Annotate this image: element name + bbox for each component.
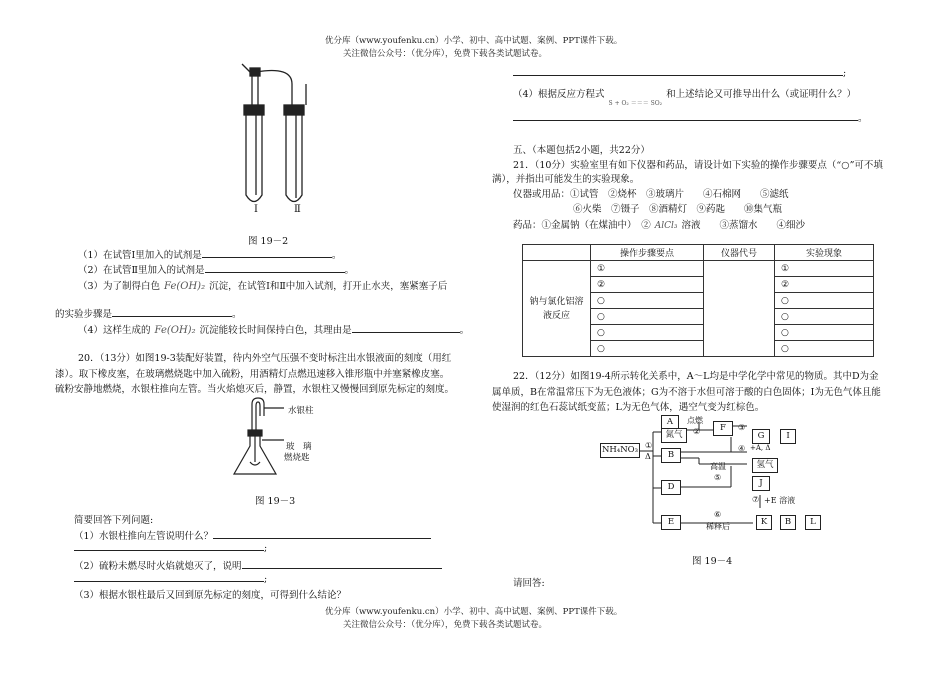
reagent-list: 药品：①金属钠（在煤油中） ② AlCl₃ 溶液 ③蒸馏水 ④细沙 (513, 220, 806, 231)
flow-node-nitrogen: 氮气 (661, 428, 687, 443)
phenomenon-cell: ○ (775, 341, 874, 357)
question-19-4: （4）这样生成的 Fe(OH)₂ 沉淀能较长时间保持白色，其理由是 。 (78, 325, 470, 336)
flow-label-7: ⑦ (752, 495, 760, 504)
flow-label-6: ⑥ (714, 510, 722, 519)
phenomenon-cell: ○ (775, 309, 874, 325)
answer-line-2: 。 (513, 110, 868, 124)
flow-label-diluted: 稀释后 (706, 522, 730, 531)
flow-label-ignite: 点燃 (687, 416, 703, 425)
glass-label: 玻 璃 (286, 442, 312, 452)
flow-node-b: B (661, 448, 681, 463)
phenomenon-cell: ○ (775, 293, 874, 309)
question-19-3-cont: 的实验步骤是 。 (55, 309, 242, 320)
flow-node-l: L (805, 515, 821, 530)
step-cell: ○ (591, 341, 704, 357)
flow-label-a-delta: +A, Δ (750, 444, 771, 452)
step-cell: ○ (591, 293, 704, 309)
test-tube-apparatus-figure (232, 60, 322, 220)
instrument-list-1: 仪器或用品：①试管 ②烧杯 ③玻璃片 ④石棉网 ⑤滤纸 (513, 189, 789, 200)
flow-label-e-solution: +E 溶液 (764, 496, 796, 505)
flow-label-4: ④ (738, 444, 746, 453)
table-row-label: 钠与氯化铝溶液反应 (523, 261, 591, 357)
step-cell: ○ (591, 309, 704, 325)
figure-19-4-caption: 图 19－4 (692, 556, 733, 567)
table-header-steps: 操作步骤要点 (591, 245, 704, 261)
answer-line-top: ; (513, 66, 846, 79)
footer-line-1: 优分库（www.youfenku.cn）小学、初中、高中试题、案例、PPT课件下载。 (325, 607, 623, 617)
table-header-instruments: 仪器代号 (704, 245, 775, 261)
flow-node-nh4no3: NH₄NO₃ (600, 443, 640, 458)
question-20-1-line: ; (74, 541, 267, 554)
table-header-empty (523, 245, 591, 261)
question-20-1: （1）水银柱推向左管说明什么？ (74, 528, 431, 542)
flow-node-g: G (752, 429, 770, 444)
tube-label-1: Ⅰ (254, 204, 258, 215)
question-20-3: （3）根据水银柱最后又回到原先标定的刻度，可得到什么结论？ (74, 590, 347, 601)
spoon-label: 燃烧匙 (284, 453, 310, 463)
flow-node-e: E (661, 515, 681, 530)
flow-node-i: I (780, 429, 796, 444)
question-20-line-1: 20．（13分）如图19-3装配好装置，待内外空气压强不变时标注出水银液面的刻度（用红 (78, 353, 452, 364)
flow-label-5: ⑤ (714, 473, 722, 482)
phenomenon-cell: ○ (775, 325, 874, 341)
flow-node-k: K (756, 515, 772, 530)
question-22-line-1: 22．（12分）如图19-4所示转化关系中，A～L均是中学化学中常见的物质。其中D为金 (513, 371, 879, 382)
question-19-3: （3）为了制得白色 Fe(OH)₂ 沉淀，在试管Ⅰ和Ⅱ中加入试剂，打开止水夹，塞紧塞子后 (78, 281, 448, 292)
question-20-intro: 简要回答下列问题: (74, 515, 154, 526)
flow-node-d: D (661, 480, 681, 495)
flow-node-b2: B (780, 515, 796, 530)
question-21-line-1: 21．（10分）实验室里有如下仪器和药品，请设计如下实验的操作步骤要点（“○”可不填 (513, 160, 883, 171)
tube-label-2: Ⅱ (294, 204, 301, 215)
flow-node-j: J (752, 476, 770, 491)
instrument-list-2: ⑥火柴 ⑦镊子 ⑧酒精灯 ⑨药匙 ⑩集气瓶 (573, 204, 783, 215)
table-header-phenomena: 实验现象 (775, 245, 874, 261)
question-20-line-2: 漆）。取下橡皮塞，在玻璃燃烧匙中加入硫粉，用酒精灯点燃迅速移入锥形瓶中并塞紧橡皮塞。 (55, 369, 450, 380)
flow-label-2: ② (693, 427, 701, 436)
fe-oh2-formula: Fe(OH)₂ (164, 281, 206, 292)
flow-label-delta: Δ (645, 452, 651, 461)
flow-label-high-temp: 高温 (710, 462, 726, 471)
flow-node-a: A (661, 415, 679, 430)
section-5-title: 五、（本题包括2小题，共22分） (513, 145, 650, 156)
flow-node-f: F (713, 421, 733, 436)
phenomenon-cell: ① (775, 261, 874, 277)
header-line-1: 优分库（www.youfenku.cn）小学、初中、高中试题、案例、PPT课件下载。 (325, 36, 623, 46)
question-20-2-line: ; (74, 572, 267, 585)
alcl3-formula: AlCl₃ (654, 221, 678, 231)
fe-oh2-formula-2: Fe(OH)₂ (154, 325, 196, 336)
flow-label-1: ① (645, 441, 653, 450)
question-22-line-3: 使湿润的红色石蕊试纸变蓝；L为无色气体，遇空气变为红棕色。 (492, 402, 765, 413)
question-21-line-2: 满），并指出可能发生的实验现象。 (492, 174, 640, 185)
s-o2-equation: S + O₂ ＝＝＝ SO₂ (608, 100, 663, 107)
experiment-table (522, 244, 874, 357)
question-19-2: （2）在试管Ⅱ里加入的试剂是 。 (78, 265, 355, 276)
header-line-2: 关注微信公众号：（优分库），免费下载各类试题试卷。 (343, 49, 548, 59)
answer-prompt: 请回答: (513, 578, 545, 589)
question-19-1: （1）在试管Ⅰ里加入的试剂是 。 (78, 250, 342, 261)
step-cell: ② (591, 277, 704, 293)
footer-line-2: 关注微信公众号：（优分库），免费下载各类试题试卷。 (343, 620, 548, 630)
step-cell: ○ (591, 325, 704, 341)
figure-19-2-caption: 图 19－2 (248, 236, 289, 247)
question-22-line-2: 属单质，B在常温常压下为无色液体；G为不溶于水但可溶于酸的白色固体；I为无色气体且能 (492, 387, 881, 398)
flow-label-3: ③ (738, 423, 746, 432)
figure-19-3-caption: 图 19－3 (255, 496, 296, 507)
question-20-4: （4）根据反应方程式$_{S + O_2 === SO_2}$和上述结论又可推导出什么（或证明什么？） (513, 89, 857, 107)
phenomenon-cell: ② (775, 277, 874, 293)
flow-node-hydrogen: 氢气 (752, 458, 778, 473)
question-20-2: （2）硫粉未燃尽时火焰就熄灭了，说明 (74, 558, 442, 572)
question-20-line-3: 硫粉安静地燃烧，水银柱推向左管。当火焰熄灭后，静置，水银柱又慢慢回到原先标定的刻度。 (55, 384, 455, 395)
instrument-cell (704, 261, 775, 357)
mercury-column-label: 水银柱 (288, 406, 314, 416)
step-cell: ① (591, 261, 704, 277)
